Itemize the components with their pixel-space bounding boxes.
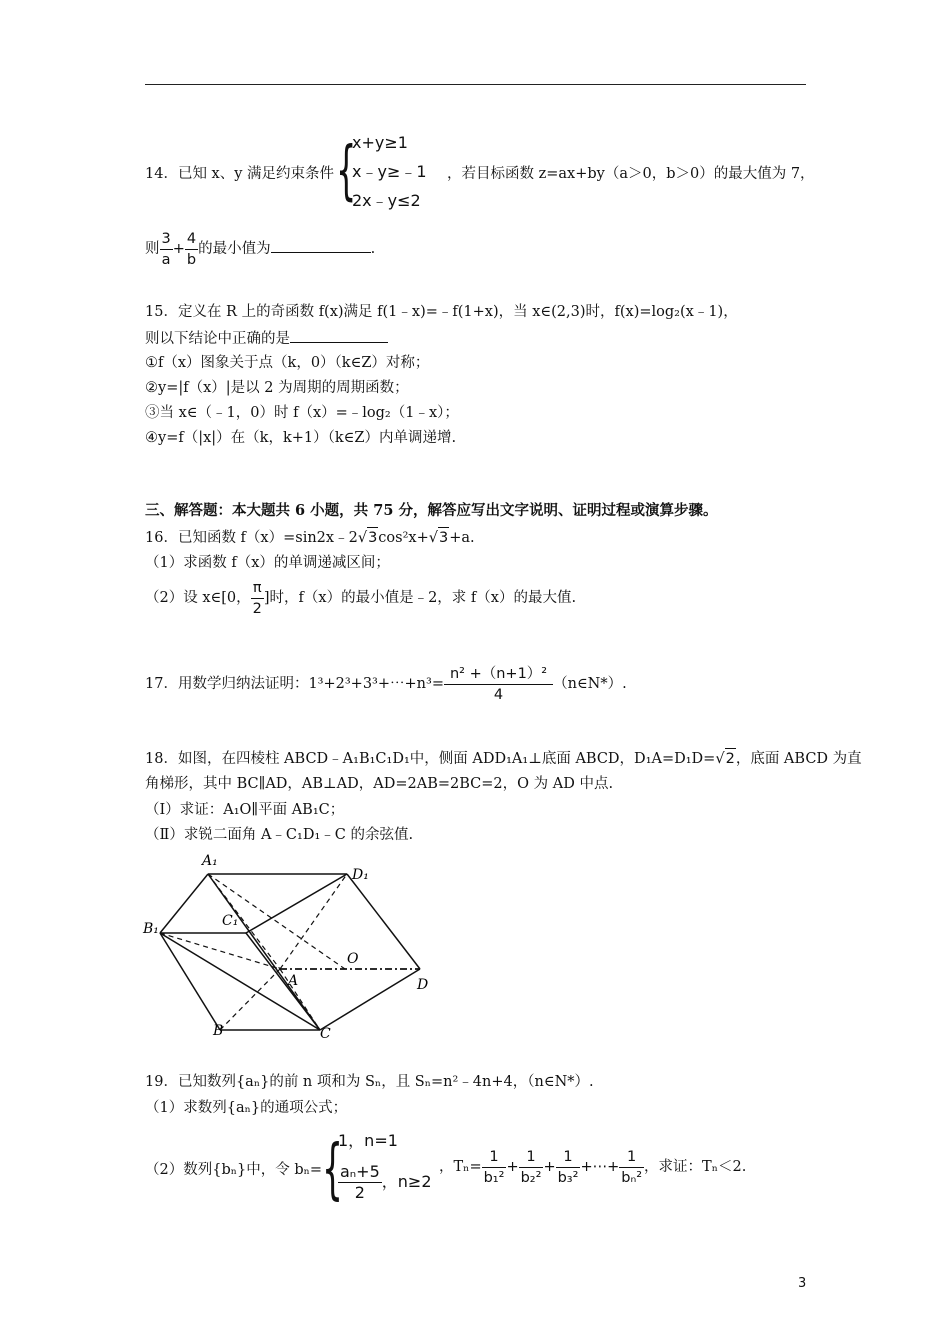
q18-part1: （Ⅰ）求证：A₁O∥平面 AB₁C；: [145, 802, 345, 818]
q15-line1: 15．定义在 R 上的奇函数 f(x)满足 f(1﹣x)=﹣f(1+x)，当 x∈(2,3)时，f(x)=log₂(x﹣1)，: [145, 304, 738, 320]
label-D1: D₁: [352, 867, 369, 883]
q19-sum: ，Tₙ= $\frac{1}{\text{b₁²}}$ + $\frac{1}{\text{b₂²}}$ + $\frac{1}{\text{b₃²}}$ +⋯+ $\frac{1}{\text{bₙ²}}$ ，求证：Tₙ＜2.: [439, 1148, 747, 1186]
q14-suffix: ，若目标函数 z=ax+by（a＞0，b＞0）的最大值为 7，: [447, 166, 815, 182]
q18-part2: （Ⅱ）求锐二面角 A﹣C₁D₁﹣C 的余弦值.: [145, 827, 414, 843]
q17-line: 17．用数学归纳法证明：1³+2³+3³+⋯+n³= $\frac{\text{n² +（n+1）²}}{4}$ （n∈N*）.: [145, 665, 627, 703]
q19-line1: 19．已知数列{aₙ}的前 n 项和为 Sₙ，且 Sₙ=n²﹣4n+4，（n∈N*）.: [145, 1074, 594, 1090]
q16-fraction-pi-2: $\frac{\pi}{2}$: [252, 579, 262, 617]
label-C: C: [320, 1026, 331, 1040]
q18-prism-figure: [140, 845, 440, 1040]
q14-answer-blank: [271, 238, 371, 253]
q19-term-n: $\frac{1}{\text{bₙ²}}$: [621, 1148, 643, 1186]
q19-term-2: $\frac{1}{\text{b₂²}}$: [520, 1148, 542, 1186]
q14-fraction-3a: $\frac{3}{a}$: [161, 230, 171, 268]
label-C1: C₁: [222, 913, 239, 929]
q16-part2: （2）设 x∈[0， $\frac{\pi}{2}$ ]时，f（x）的最小值是﹣2，求 f（x）的最大值.: [145, 579, 577, 617]
q14-constraint-1: x+y≥1: [352, 133, 408, 152]
header-rule: [145, 84, 806, 85]
q16-part1: （1）求函数 f（x）的单调递减区间；: [145, 555, 390, 571]
q14-fraction-4b: $\frac{4}{b}$: [186, 230, 197, 268]
q19-case-1: 1，n=1: [338, 1131, 398, 1150]
q19-brace: {: [322, 1130, 343, 1207]
q16-line1: 16．已知函数 f（x）=sin2x﹣2√3cos²x+√3+a.: [145, 527, 475, 548]
q15-option-2: ②y=|f（x）|是以 2 为周期的周期函数；: [145, 380, 409, 396]
q14-constraint-3: 2x﹣y≤2: [352, 191, 421, 210]
q19-case-2: $\frac{\text{aₙ+5}}{2}$ ，n≥2: [340, 1162, 432, 1202]
edge-B1-B: [160, 933, 220, 1030]
label-A: A: [288, 973, 299, 989]
q19-term-1: $\frac{1}{\text{b₁²}}$: [483, 1148, 505, 1186]
hidden-B1-A: [160, 933, 280, 969]
q15-option-4: ④y=f（|x|）在（k，k+1）（k∈Z）内单调递增.: [145, 430, 457, 446]
hidden-A-D1: [280, 874, 347, 969]
edge-C-D: [320, 969, 420, 1030]
q15-option-1: ①f（x）图象关于点（k，0）（k∈Z）对称；: [145, 355, 430, 371]
section-3-heading: 三、解答题：本大题共 6 小题，共 75 分，解答应写出文字说明、证明过程或演算步骤。: [145, 502, 718, 519]
q15-answer-blank: [290, 328, 388, 343]
label-B: B: [213, 1023, 224, 1039]
label-D: D: [417, 977, 429, 993]
page-number: 3: [798, 1276, 807, 1291]
label-B1: B₁: [143, 921, 159, 937]
q18-line2: 角梯形，其中 BC∥AD，AB⊥AD，AD=2AB=2BC=2，O 为 AD 中点.: [145, 776, 614, 792]
edge-C1-D1: [246, 874, 347, 933]
q14-brace: {: [336, 134, 357, 208]
q19-part2-prefix: （2）数列{bₙ}中，令 bₙ=: [145, 1162, 323, 1178]
q15-line2: 则以下结论中正确的是: [145, 328, 388, 349]
q19-term-3: $\frac{1}{\text{b₃²}}$: [557, 1148, 579, 1186]
q14-line2: 则 $\frac{3}{a}$ + $\frac{4}{b}$ 的最小值为 .: [145, 230, 376, 268]
q19-part1: （1）求数列{aₙ}的通项公式；: [145, 1100, 348, 1116]
q15-option-3: ③当 x∈（﹣1，0）时 f（x）=﹣log₂（1﹣x）；: [145, 405, 459, 421]
q19-fraction-an5-2: $\frac{\text{aₙ+5}}{2}$: [340, 1162, 380, 1202]
edge-A1-B1: [160, 874, 208, 933]
label-O: O: [347, 951, 359, 967]
q14-prefix: 14．已知 x、y 满足约束条件: [145, 166, 335, 182]
q17-fraction: $\frac{\text{n² +（n+1）²}}{4}$: [444, 664, 553, 705]
q14-constraint-2: x﹣y≥﹣1: [352, 162, 427, 181]
label-A1: A₁: [202, 853, 218, 869]
q18-line1: 18．如图，在四棱柱 ABCD﹣A₁B₁C₁D₁中，侧面 ADD₁A₁⊥底面 ABCD，D₁A=D₁D=√2，底面 ABCD 为直: [145, 748, 862, 769]
